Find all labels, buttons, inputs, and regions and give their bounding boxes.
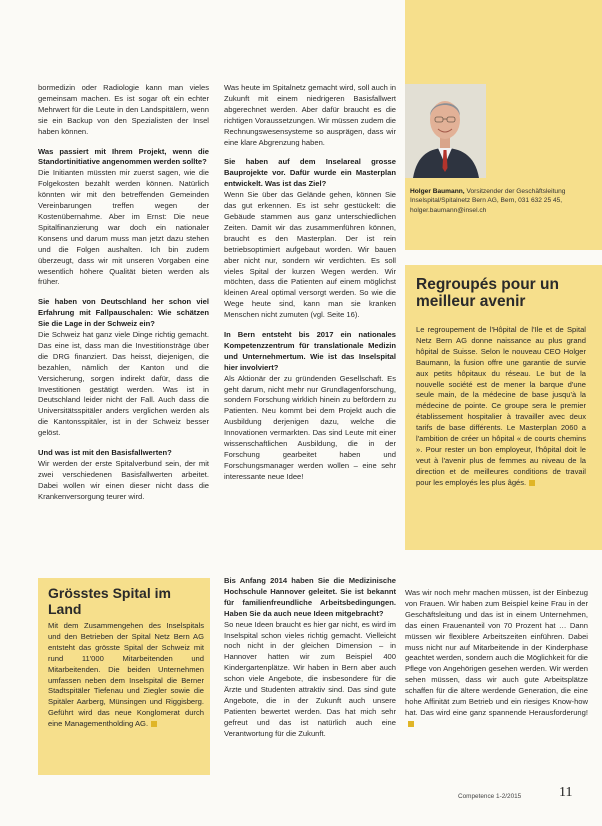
french-summary-title: Regroupés pour un meilleur avenir (416, 276, 559, 310)
article-column-1 (38, 83, 209, 512)
caption-name: Holger Baumann, (410, 188, 465, 195)
interview-question: Und was ist mit den Basisfallwerten? (38, 448, 172, 458)
page-number: 11 (559, 785, 573, 800)
interview-question: In Bern entsteht bis 2017 ein nationales Kompetenzzentrum für translationale Medizin und Unternehmertum. Wie ist das Inselspital hier involviert? (224, 330, 396, 372)
paragraph: bormedizin oder Radiologie kann man vieles gemeinsam machen. Es ist sogar oft ein echter Mehrwert für die Leute in den Landspitälern, wenn sie ein Backup von den Spezialisten der Insel haben können. (38, 83, 209, 136)
french-summary-body (416, 325, 586, 489)
paragraph: Was wir noch mehr machen müssen, ist der Einbezug von Frauen. Wir haben zum Beispiel keine Frau in der Geschäftsleitung und das ist in einem Unternehmen, das einen Frauenanteil von 70 Prozent hat … Dann müssen wir flexiblere Arbeitszeiten einführen. Dabei muss nicht nur auf Mitarbeitende in der Kinderphase geachtet werden, sondern auch die Möglichkeit für die Pflege von Angehörigen gesehen werden. Wir werden sehen müssen, dass wir auch gute Arbeitsplätze schaffen für die ältere werdende Generation, die eine hohe Affinität zum Betrieb und ein riesiges Know-how hat. Das wird eine ganz spannende Herausforderung! (405, 588, 588, 717)
journal-footer: Competence 1-2/2015 (458, 793, 522, 800)
caption-text: Vorsitzender der Geschäftsleitung Inselspital/Spitalnetz Bern AG, Bern, 031 632 25 45, holger.baumann@insel.ch (410, 188, 566, 214)
portrait-photo (405, 84, 486, 178)
paragraph: Die Initianten müssten mir zuerst sagen, wie die Folgekosten bezahlt werden können. Natürlich könnten wir mit den betreffenden Gemeinden Vereinbarungen treffen wegen der Kostenübernahme. Aber im Ernst: Die neue Spitalfinanzierung war doch ein nationaler Konsens und darum muss man jetzt dazu stehen und die Folgen aushalten. Ich bin zudem überzeugt, dass wir mit unseren Vorgaben eine wesentlich höhere Qualität bieten werden als früher. (38, 168, 209, 287)
paragraph: So neue Ideen braucht es hier gar nicht, es wird im Inselspital schon vieles richtig gemacht. Vielleicht noch nicht in der gleichen Dimension – in Hannover hatten wir zum Beispiel 400 Kindergartenplätze. Wir haben in Bern aber auch schon viele Angebote, die insbesondere für die Ärzte und Studenten attraktiv sind. Das sind gute Angebote, die in der Zukunft auch unsere Patienten bewertet werden. Das hat mich sehr gefreut und das ist natürlich auch eine Verantwortung für die Zukunft. (224, 619, 396, 738)
photo-caption (410, 187, 590, 215)
interview-question: Was passiert mit Ihrem Projekt, wenn die Standortinitiative angenommen werden sollte? (38, 146, 209, 167)
interview-question: Sie haben von Deutschland her schon viel Erfahrung mit Fallpauschalen: Wie schätzen Sie die Lage in der Schweiz ein? (38, 297, 209, 329)
paragraph: Wir werden der erste Spitalverbund sein, der mit zwei verschiedenen Basisfallwerten arbeitet. Dabei wollen wir einen dieser nicht dass die Krankenversorgung teurer wird. (38, 459, 209, 501)
article-column-2 (224, 83, 396, 492)
info-box-title: Grösstes Spital im Land (48, 585, 171, 617)
end-mark-icon (408, 721, 414, 727)
interview-question: Bis Anfang 2014 haben Sie die Medizinische Hochschule Hannover geleitet. Sie ist bekannt für familienfreundliche Arbeitsbedingungen. Haben Sie da auch neue Ideen mitgebracht? (224, 576, 396, 618)
info-box-text: Mit dem Zusammengehen des Inselspitals und den Betrieben der Spital Netz Bern AG entsteht das grösste Spital der Schweiz mit rund 11'000 Mitarbeitenden und Mitarbeitenden. Die beiden Unternehmen umfassen neben dem Inselspital die Berner Stadtspitäler Tiefenau und Ziegler sowie die Spitäler Aarberg, Münsingen und Riggisberg. Geführt wird das neue Konglomerat durch eine Managementholding AG. (48, 621, 204, 729)
paragraph: Als Aktionär der zu gründenden Gesellschaft. Es geht darum, nicht mehr nur Grundlagenforschung, sondern Forschung wirklich hinein zu befördern zu Patienten. Neu kommt bei dem Projekt auch die Ausbildung derjenigen dazu, welche die Innovationen vermarkten. Das sind Leute mit einer wissenschaftlichen Ausbildung, die in der Forschung gearbeitet haben und Forschungsmanager werden wollen – eine sehr interessante neue Idee! (224, 373, 396, 481)
paragraph: Wenn Sie über das Gelände gehen, können Sie das gut erkennen. Es ist sehr gestückelt: die Gebäude stammen aus ganz unterschiedlichen Zeiten. Damit wir das zusammenführen können, braucht es den Masterplan. Der ist rein betriebsoptimiert aufgebaut worden. Wir bauen aber nicht nur, sondern wir verdichten. Es soll vieles Spital der kurzen Wegen werden. Wir möchten, dass die Patienten auf einem möglichst kleinen Areal optimal versorgt werden. So wie die Wege heute sind, kann man sie kranken Menschen nicht zumuten (vgl. Seite 16). (224, 190, 396, 320)
article-column-2-bottom (224, 576, 396, 740)
paragraph: Die Schweiz hat ganz viele Dinge richtig gemacht. Das eine ist, dass man die Investitionsträge über die DRG finanziert. Das heisst, diejenigen, die bezahlen, nämlich der Kanton und die Versicherung, sorgen indirekt dafür, dass die Investitionen gestätigt werden. Was ist in Deutschland leider nicht der Fall. Auch dass die Universitätsspitäler anders verglichen werden als die Kantonsspitäler, ist in der Schweiz besser gelöst. (38, 330, 209, 438)
article-column-3-bottom (405, 588, 588, 730)
end-mark-icon (529, 480, 535, 486)
paragraph: Was heute im Spitalnetz gemacht wird, soll auch in Zukunft mit einem niedrigeren Basisfallwert abgerechnet werden. Aber dafür braucht es die richtigen Voraussetzungen. Wir müssen zudem die Rechnungswesensysteme so ausprägen, dass wir eine klare Abgrenzung haben. (224, 83, 396, 147)
french-summary-text: Le regroupement de l'Hôpital de l'Ile et de Spital Netz Bern AG donne naissance au plus grand hôpital de Suisse. Selon le nouveau CEO Holger Baumann, la fusion offre une garantie de survie aux petits hôpitaux du réseau. Le but de la nouvelle société est de mener la barque d'une seule main, de la médecine de base jusqu'à la médecine de pointe. Ce groupe sera le premier établissement hospitalier à travailler avec deux tarifs de base différents. Le Masterplan 2060 a l'ambition de créer un hôpital « de courts chemins ». Pour rester un bon employeur, l'hôpital doit le veut à l'avenir plus de femmes au niveau de la direction et de meilleures conditions de travail pour les employés les plus âgés. (416, 325, 586, 487)
interview-question: Sie haben auf dem Inselareal grosse Bauprojekte vor. Dafür wurde ein Masterplan entwickelt. Was ist das Ziel? (224, 157, 396, 189)
end-mark-icon (151, 721, 157, 727)
info-box-body (48, 621, 204, 730)
